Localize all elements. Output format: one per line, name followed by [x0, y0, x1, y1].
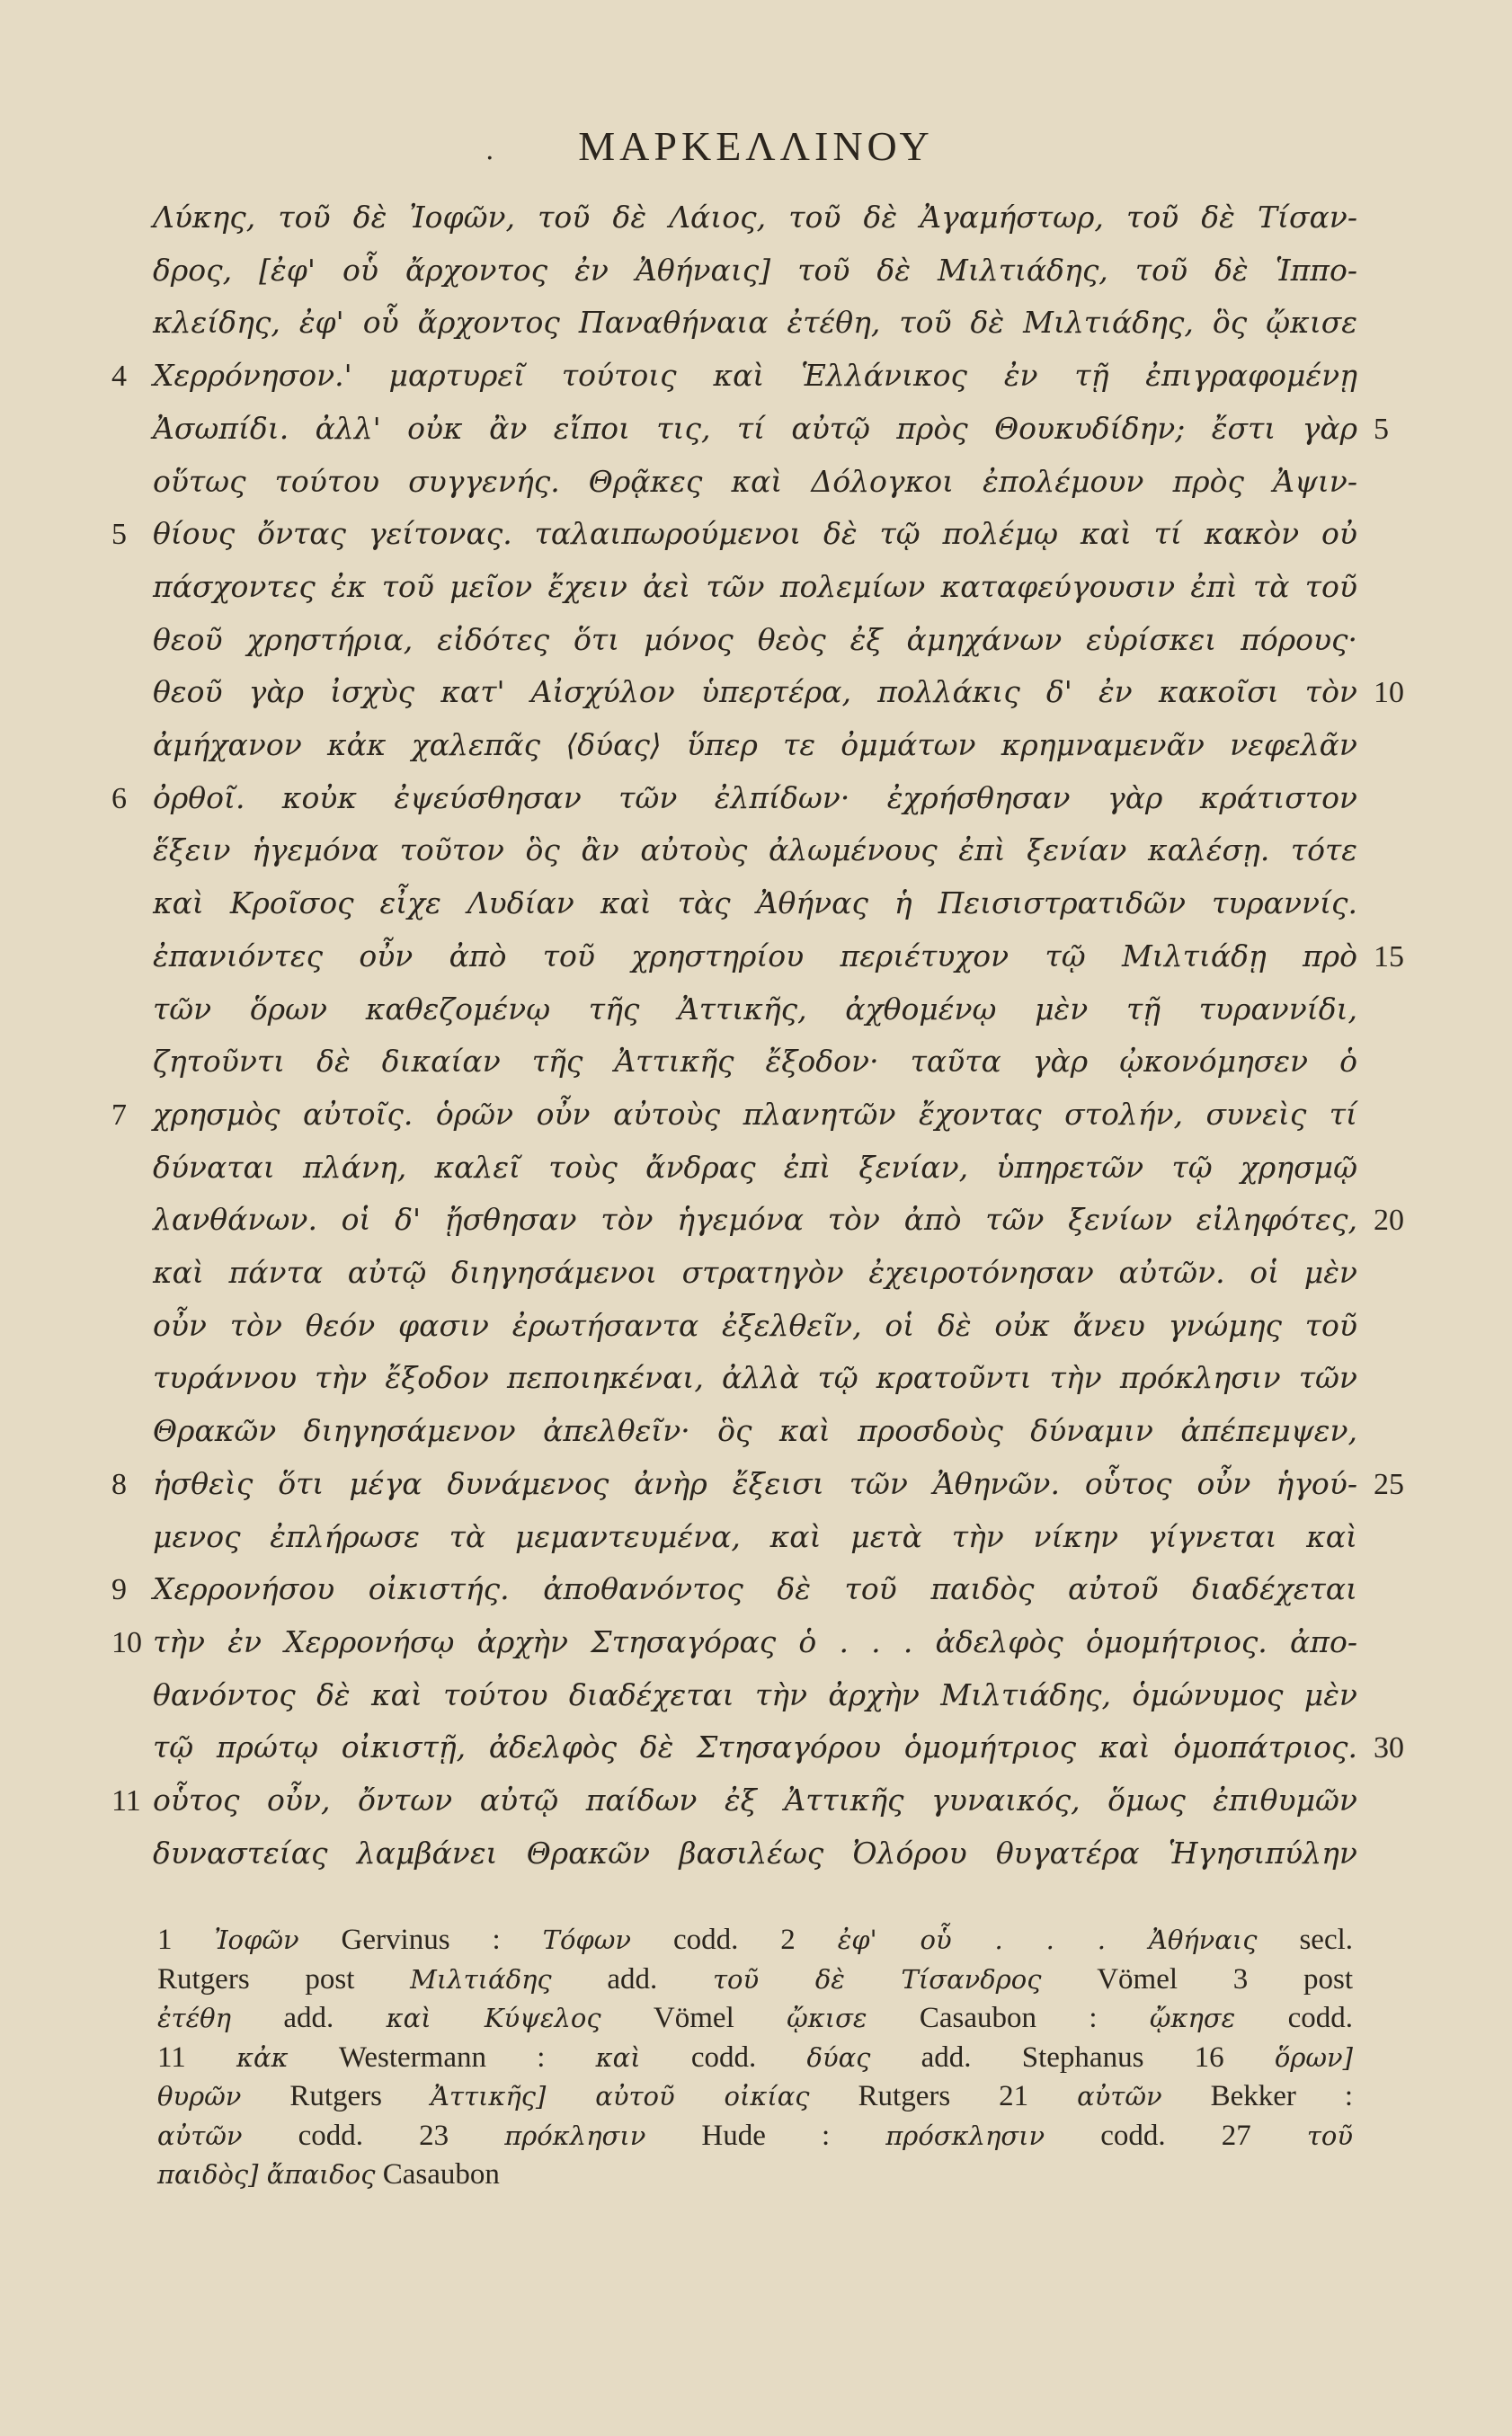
- footnote-text: Rutgers: [241, 2080, 431, 2112]
- footnote-greek: ᾤκησε: [1149, 2003, 1236, 2033]
- footnote-text: Gervinus :: [298, 1924, 543, 1956]
- footnote-line: [157, 1924, 1353, 1957]
- text-line: [153, 1360, 1357, 1405]
- footnote-line: [157, 2120, 1353, 2153]
- text-line-content: τῶν ὅρων καθεζομένῳ τῆς Ἀττικῆς, ἀχθομένῳ μὲν τῇ τυραννίδι,: [153, 991, 1357, 1027]
- footnote-line: [157, 2158, 1353, 2192]
- footnote-greek: κἀκ: [236, 2041, 289, 2073]
- text-line: [153, 938, 1357, 983]
- section-number: 8: [111, 1467, 127, 1501]
- text-line-content: οὗτος οὖν, ὄντων αὐτῷ παίδων ἐξ Ἀττικῆς γυναικός, ὅμως ἐπιθυμῶν: [153, 1783, 1357, 1818]
- text-line-content: πάσχοντες ἐκ τοῦ μεῖον ἔχειν ἀεὶ τῶν πολεμίων καταφεύγουσιν ἐπὶ τὰ τοῦ: [153, 568, 1357, 604]
- text-line-content: μενος ἐπλήρωσε τὰ μεμαντευμένα, καὶ μετὰ τὴν νίκην γίγνεται καὶ: [153, 1518, 1357, 1554]
- footnote-greek: καὶ Κύψελος: [386, 2003, 601, 2033]
- text-line-content: ἐπανιόντες οὖν ἀπὸ τοῦ χρηστηρίου περιέτυχον τῷ Μιλτιάδῃ πρὸ: [153, 938, 1357, 974]
- footnote-greek: πρόκλησιν: [504, 2120, 646, 2151]
- text-line-content: Ἀσωπίδι. ἀλλ' οὐκ ἂν εἴποι τις, τί αὐτῷ πρὸς Θουκυδίδην; ἔστι γὰρ: [153, 410, 1357, 446]
- text-line-content: ἀμήχανον κἀκ χαλεπᾶς ⟨δύας⟩ ὕπερ τε ὀμμάτων κρημναμενᾶν νεφελᾶν: [153, 727, 1357, 762]
- footnote-text: Rutgers post: [157, 1962, 411, 1996]
- text-line-content: δρος, [ἐφ' οὗ ἄρχοντος ἐν Ἀθήναις] τοῦ δὲ Μιλτιάδης, τοῦ δὲ Ἱππο-: [153, 252, 1357, 288]
- section-number: 7: [111, 1098, 127, 1132]
- text-line: [153, 1150, 1357, 1195]
- text-line: [153, 1571, 1357, 1616]
- text-line-content: θανόντος δὲ καὶ τούτου διαδέχεται τὴν ἀρχὴν Μιλτιάδης, ὁμώνυμος μὲν: [153, 1676, 1357, 1712]
- text-line-content: ἕξειν ἡγεμόνα τοῦτον ὃς ἂν αὐτοὺς ἀλωμένους ἐπὶ ξενίαν καλέσῃ. τότε: [153, 832, 1357, 868]
- footnote-text: codd.: [640, 2040, 807, 2074]
- footnote-greek: τοῦ δὲ Τίσανδρος: [713, 1963, 1042, 1995]
- page-title: ΜΑΡΚΕΛΛΙΝΟΥ: [578, 123, 934, 169]
- section-number: 10: [111, 1625, 142, 1659]
- text-line: [153, 1466, 1357, 1511]
- footnote-text: add.: [551, 1962, 714, 1996]
- text-line-content: Λύκης, τοῦ δὲ Ἰοφῶν, τοῦ δὲ Λάιος, τοῦ δὲ Ἀγαμήστωρ, τοῦ δὲ Τίσαν-: [153, 200, 1357, 235]
- footnote-text: secl.: [1257, 1924, 1354, 1956]
- text-line: [153, 622, 1357, 667]
- footnote-greek: αὐτῶν: [157, 2120, 243, 2151]
- footnote-text: codd.: [1235, 2002, 1353, 2034]
- text-line: [153, 1097, 1357, 1142]
- text-line-content: κλείδης, ἐφ' οὗ ἄρχοντος Παναθήναια ἐτέθη, τοῦ δὲ Μιλτιάδης, ὃς ᾤκισε: [153, 305, 1357, 341]
- text-line: [153, 1255, 1357, 1300]
- footnote-greek: Μιλτιάδης: [410, 1963, 552, 1995]
- footnote-greek: ᾤκισε: [787, 2003, 867, 2033]
- footnote-text: Rutgers 21: [809, 2080, 1078, 2112]
- text-line-content: τυράννου τὴν ἔξοδον πεποιηκέναι, ἀλλὰ τῷ κρατοῦντι τὴν πρόκλησιν τῶν: [153, 1360, 1357, 1396]
- text-line-content: καὶ πάντα αὐτῷ διηγησάμενοι στρατηγὸν ἐχειροτόνησαν αὐτῶν. οἱ μὲν: [153, 1255, 1357, 1290]
- text-line-content: ὀρθοῖ. κοὐκ ἐψεύσθησαν τῶν ἐλπίδων· ἐχρήσθησαν γὰρ κράτιστον: [153, 779, 1357, 815]
- footnote-greek: θυρῶν: [157, 2081, 242, 2111]
- text-line: [153, 1308, 1357, 1353]
- text-line-content: Χερρόνησον.' μαρτυρεῖ τούτοις καὶ Ἑλλάνικος ἐν τῇ ἐπιγραφομένῃ: [153, 358, 1357, 394]
- text-line-content: Θρακῶν διηγησάμενον ἀπελθεῖν· ὃς καὶ προσδοὺς δύναμιν ἀπέπεμψεν,: [153, 1413, 1357, 1449]
- text-line-content: δύναται πλάνη, καλεῖ τοὺς ἄνδρας ἐπὶ ξενίαν, ὑπηρετῶν τῷ χρησμῷ: [153, 1149, 1357, 1185]
- text-line: [153, 780, 1357, 825]
- text-line: [153, 305, 1357, 350]
- text-line-content: θεοῦ γὰρ ἰσχὺς κατ' Αἰσχύλον ὑπερτέρα, πολλάκις δ' ἐν κακοῖσι τὸν: [153, 674, 1357, 710]
- text-line-content: θεοῦ χρηστήρια, εἰδότες ὅτι μόνος θεὸς ἐξ ἀμηχάνων εὑρίσκει πόρους·: [153, 621, 1357, 657]
- text-line: [153, 1783, 1357, 1827]
- text-line-content: ζητοῦντι δὲ δικαίαν τῆς Ἀττικῆς ἔξοδον· ταῦτα γὰρ ᾠκονόμησεν ὁ: [153, 1044, 1357, 1080]
- footnote-greek: ὅρων]: [1274, 2041, 1353, 2073]
- footnote-text: Casaubon: [375, 2158, 500, 2191]
- footnote-greek: ἐτέθη: [157, 2003, 232, 2033]
- footnote-line: [157, 2080, 1353, 2113]
- text-line: [153, 411, 1357, 456]
- footnote-greek: δύας: [806, 2041, 871, 2073]
- title-dot: .: [485, 135, 494, 166]
- text-line-content: θίους ὄντας γείτονας. ταλαιπωρούμενοι δὲ τῷ πολέμῳ καὶ τί κακὸν οὐ: [153, 516, 1357, 552]
- text-line-content: λανθάνων. οἱ δ' ᾔσθησαν τὸν ἡγεμόνα τὸν ἀπὸ τῶν ξενίων εἰληφότες,: [153, 1202, 1357, 1238]
- footnote-greek: ἐφ' οὗ . . . Ἀθήναις: [837, 1925, 1258, 1955]
- footnote-text: 11: [157, 2040, 237, 2074]
- section-number: 6: [111, 781, 127, 815]
- line-number: 5: [1374, 412, 1389, 446]
- footnote-text: Casaubon :: [867, 2002, 1150, 2034]
- text-line: [153, 1677, 1357, 1722]
- text-line-content: χρησμὸς αὐτοῖς. ὁρῶν οὖν αὐτοὺς πλανητῶν ἔχοντας στολήν, συνεὶς τί: [153, 1096, 1357, 1132]
- text-line: [153, 569, 1357, 614]
- text-line-content: οὖν τὸν θεόν φασιν ἐρωτήσαντα ἐξελθεῖν, οἱ δὲ οὐκ ἄνευ γνώμης τοῦ: [153, 1307, 1357, 1343]
- footnote-text: codd. 2: [631, 1924, 838, 1956]
- text-line: [153, 832, 1357, 877]
- text-line: [153, 727, 1357, 772]
- text-line: [153, 1836, 1357, 1880]
- line-number: 20: [1374, 1204, 1404, 1238]
- text-line-content: Χερρονήσου οἰκιστής. ἀποθανόντος δὲ τοῦ παιδὸς αὐτοῦ διαδέχεται: [153, 1571, 1357, 1607]
- text-line: [153, 1519, 1357, 1564]
- footnote-greek: παιδὸς] ἄπαιδος: [157, 2159, 376, 2190]
- line-number: 10: [1374, 676, 1404, 710]
- text-line: [153, 1044, 1357, 1089]
- text-line: [153, 674, 1357, 719]
- text-line-content: ἡσθεὶς ὅτι μέγα δυνάμενος ἀνὴρ ἔξεισι τῶν Ἀθηνῶν. οὗτος οὖν ἡγού-: [153, 1465, 1357, 1501]
- footnote-line: [157, 2041, 1353, 2075]
- text-line-content: οὕτως τούτου συγγενής. Θρᾷκες καὶ Δόλογκοι ἐπολέμουν πρὸς Ἀψιν-: [153, 463, 1357, 499]
- text-line: [153, 991, 1357, 1036]
- footnote-text: codd. 27: [1045, 2119, 1307, 2152]
- text-line: [153, 1624, 1357, 1669]
- section-number: 5: [111, 518, 127, 552]
- section-number: 11: [111, 1784, 141, 1818]
- footnote-greek: καὶ: [595, 2041, 641, 2073]
- text-line: [153, 516, 1357, 561]
- text-line: [153, 1202, 1357, 1247]
- line-number: 15: [1374, 939, 1404, 974]
- footnote-text: add. Stephanus 16: [870, 2040, 1275, 2074]
- footnote-text: Hude :: [645, 2119, 886, 2152]
- footnote-text: add.: [231, 2002, 387, 2034]
- text-line-content: τὴν ἐν Χερρονήσῳ ἀρχὴν Στησαγόρας ὁ . . . ἀδελφὸς ὁμομήτριος. ἀπο-: [153, 1623, 1357, 1659]
- footnote-greek: αὐτῶν: [1077, 2081, 1162, 2111]
- text-line: [153, 200, 1357, 244]
- footnote-line: [157, 1963, 1353, 1996]
- text-line: [153, 358, 1357, 403]
- section-number: 4: [111, 360, 127, 394]
- footnote-greek: Ἰοφῶν: [214, 1925, 299, 1955]
- footnote-greek: πρόσκλησιν: [885, 2120, 1045, 2151]
- text-line: [153, 1729, 1357, 1774]
- section-number: 9: [111, 1573, 127, 1607]
- line-number: 30: [1374, 1731, 1404, 1765]
- text-line-content: καὶ Κροῖσος εἶχε Λυδίαν καὶ τὰς Ἀθήνας ἡ Πεισιστρατιδῶν τυραννίς.: [153, 885, 1357, 921]
- text-line-content: δυναστείας λαμβάνει Θρακῶν βασιλέως Ὀλόρου θυγατέρα Ἡγησιπύλην: [153, 1835, 1357, 1871]
- footnote-greek: Ἀττικῆς] αὐτοῦ οἰκίας: [430, 2081, 810, 2111]
- footnote-text: Vömel 3 post: [1041, 1962, 1354, 1996]
- text-line-content: τῷ πρώτῳ οἰκιστῇ, ἀδελφὸς δὲ Στησαγόρου ὁμομήτριος καὶ ὁμοπάτριος.: [153, 1729, 1357, 1765]
- line-number: 25: [1374, 1467, 1404, 1501]
- footnote-greek: Τόφων: [542, 1925, 631, 1955]
- footnote-text: 1: [157, 1924, 215, 1956]
- text-line: [153, 464, 1357, 509]
- text-line: [153, 1413, 1357, 1458]
- footnote-greek: τοῦ: [1306, 2120, 1353, 2151]
- footnote-text: Bekker :: [1161, 2080, 1353, 2112]
- footnote-text: Westermann :: [288, 2040, 596, 2074]
- footnote-line: [157, 2002, 1353, 2035]
- text-line: [153, 885, 1357, 930]
- text-line: [153, 253, 1357, 298]
- footnote-text: Vömel: [600, 2002, 787, 2034]
- footnote-text: codd. 23: [242, 2119, 505, 2152]
